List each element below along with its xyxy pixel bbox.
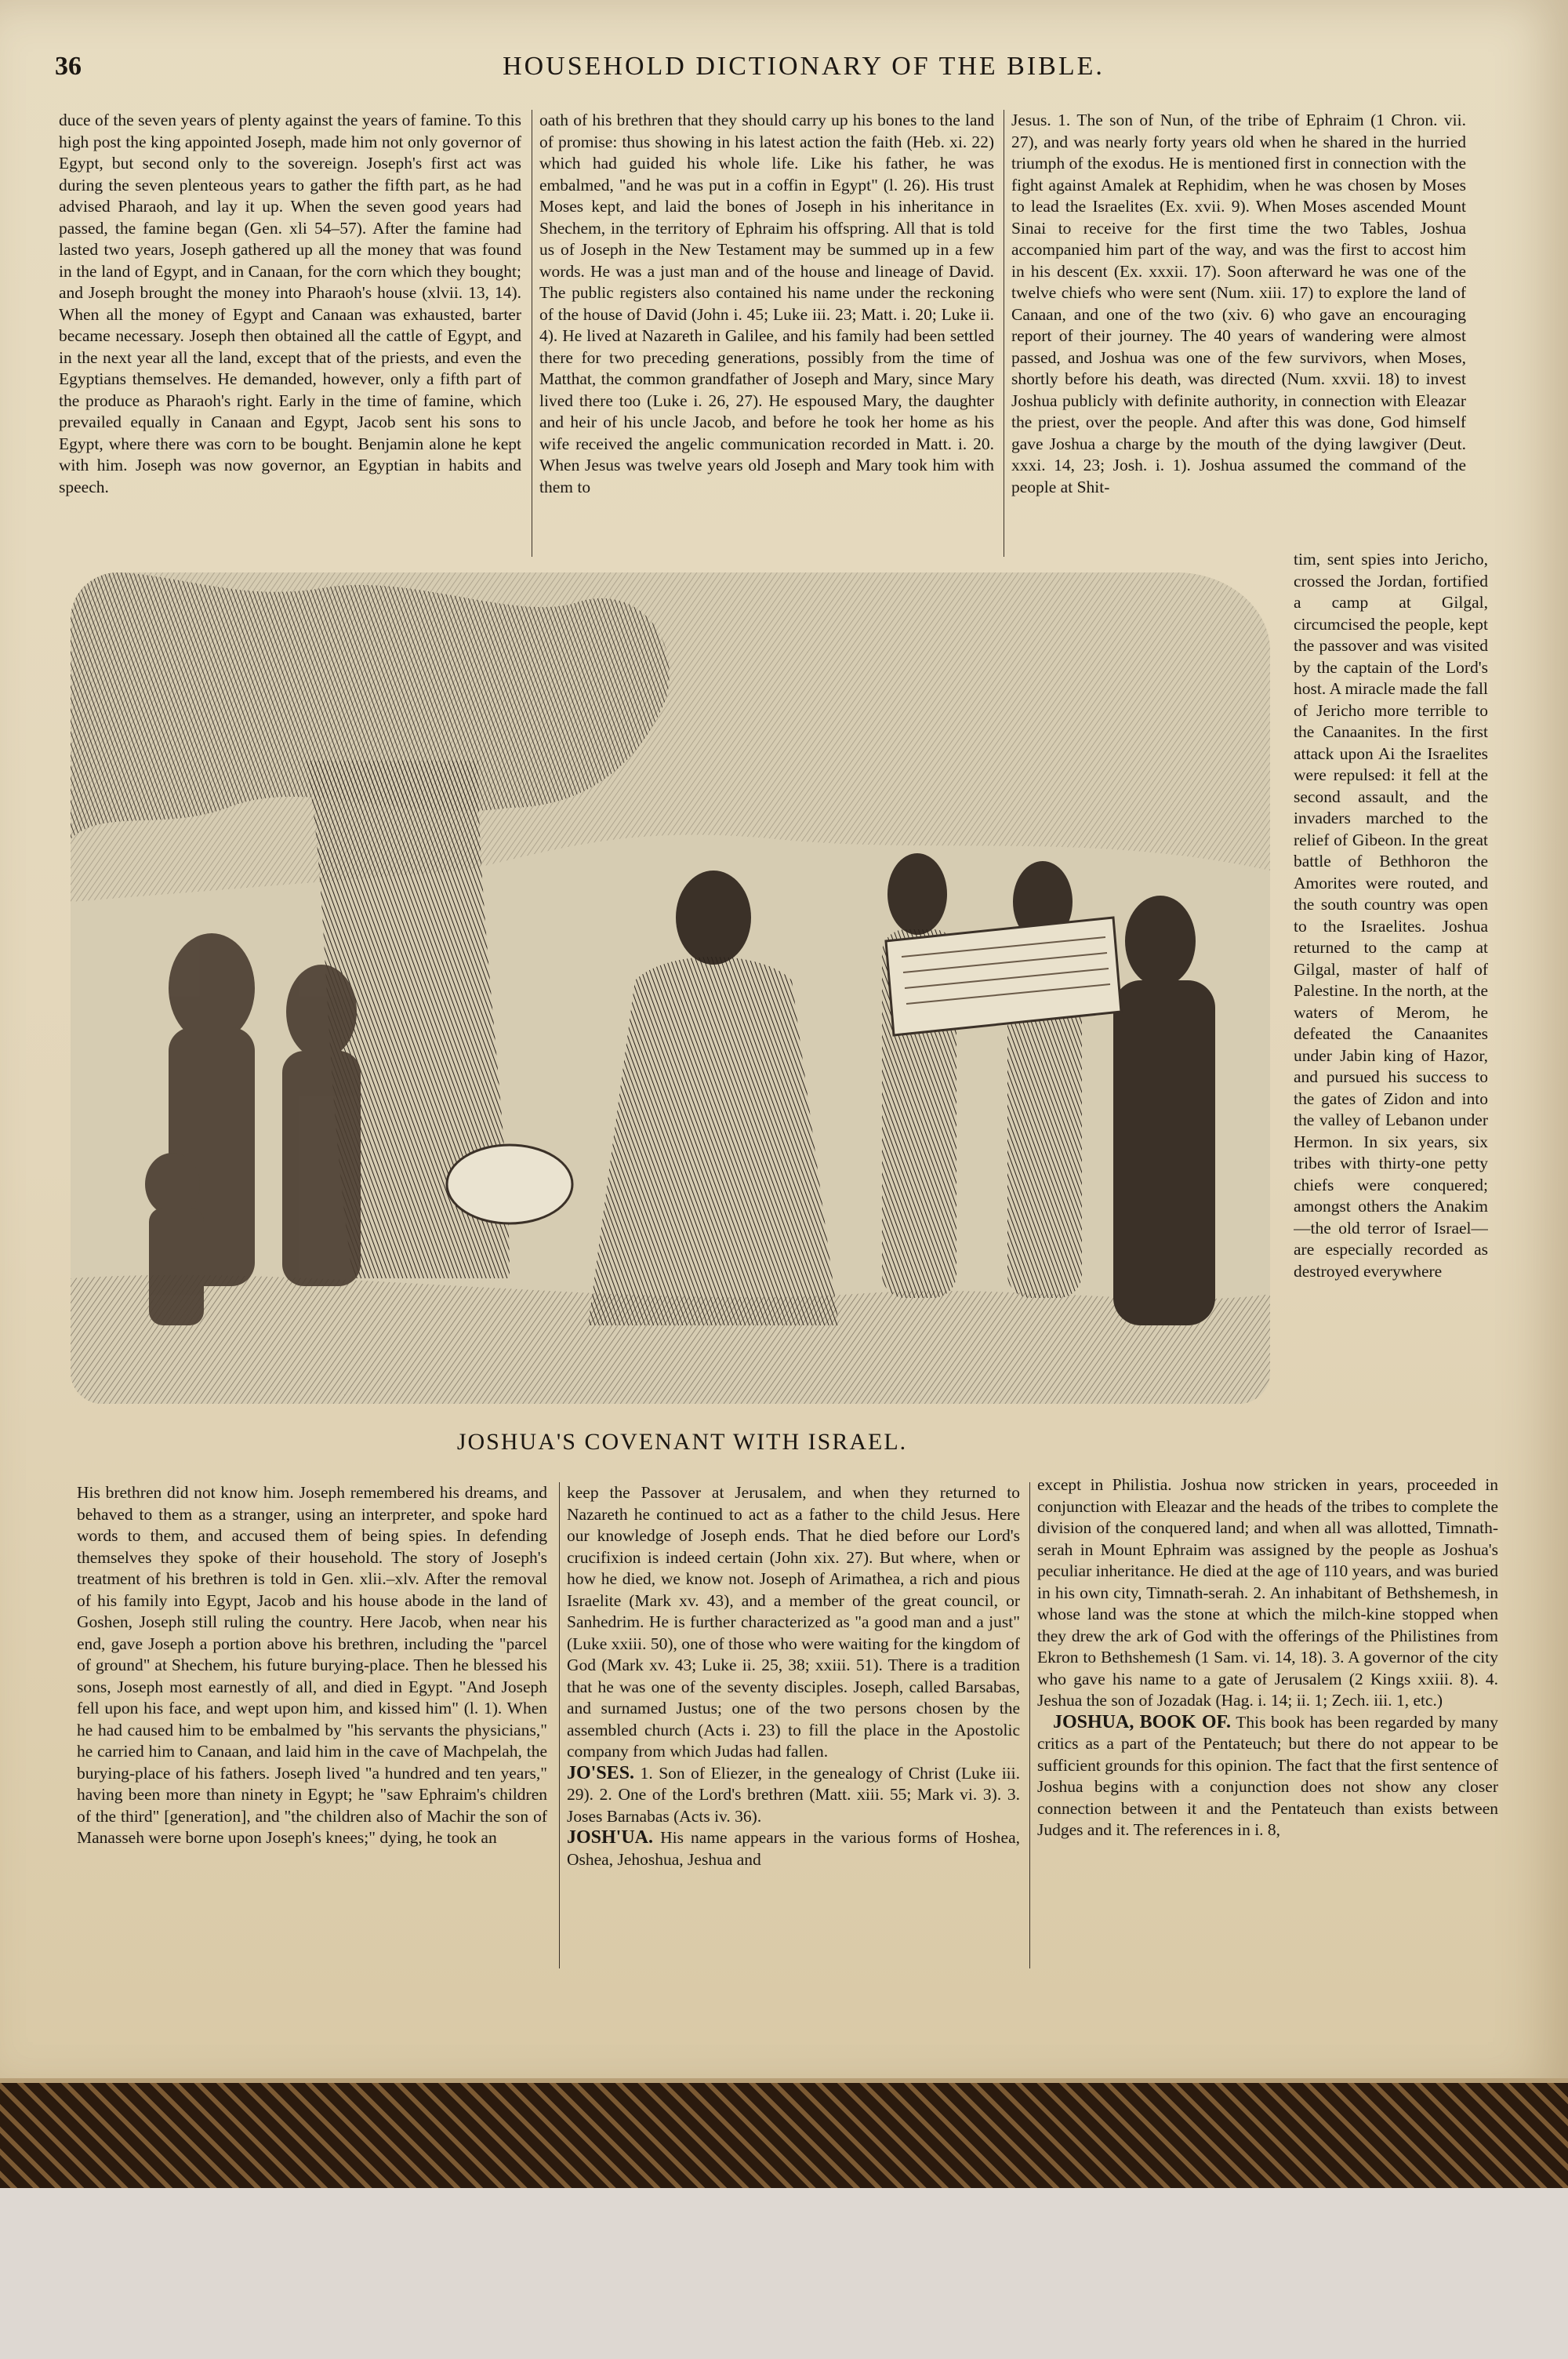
book-of-joshua-entry — [1037, 1712, 1498, 1841]
top-left-column — [59, 110, 521, 557]
engraving-image — [71, 572, 1270, 1404]
column-rule — [1029, 1482, 1030, 1968]
side-column — [1294, 549, 1488, 1467]
illustration-caption: JOSHUA'S COVENANT WITH ISRAEL. — [456, 1429, 908, 1455]
engraving-joshuas-covenant — [71, 572, 1270, 1404]
page-number: 36 — [55, 52, 82, 81]
joseph-arimathea-text: keep the Passover at Jerusalem, and when they returned to Nazareth he continued to act as a father to the child Jesus. Here our knowledge of Joseph ends. That he died before our Lord's crucifixion is indeed certain (John xix. 27). But where, when or how he died, we know not. Joseph of Arimathea, a rich and pious Israelite (Mark xv. 43), and a member of the great council, or Sanhedrim. He is further characterized as "a good man and a just" (Luke xxiii. 50), one of those who were waiting for the kingdom of God (Mark xv. 43; Luke ii. 25, 38; xxiii. 51). There is a tradition that he was one of the seventy disciples. Joseph, called Barsabas, and surnamed Justus; one of the two persons chosen by the assembled church (Acts i. 23) to fill the place in the Apostolic company from which Judas had fallen. — [567, 1483, 1020, 1761]
joseph-entry-continued: duce of the seven years of plenty against the years of famine. To this high post the king appointed Joseph, made him not only governor of Egypt, but second only to the sovereign. Joseph's first act was during the seven plenteous years to gather the fifth part, as he had advised Pharaoh, and lay it up. When the seven good years had passed, the famine began (Gen. xli 54–57). After the famine had lasted two years, Joseph gathered up all the money that was found in the land of Egypt, and in Canaan, for the corn which they bought; and Joseph brought the money into Pharaoh's house (xlvii. 13, 14). When all the money of Egypt and Canaan was exhausted, barter became necessary. Joseph then obtained all the cattle of Egypt, and in the next year all the land, except that of the priests, and even the Egyptians themselves. He demanded, however, only a fifth part of the produce as Pharaoh's right. Early in the time of famine, which prevailed equally in Canaan and Egypt, Jacob sent his sons to Egypt, where there was corn to be bought. Benjamin alone he kept with him. Joseph was now governor, an Egyptian in habits and speech. — [59, 111, 521, 496]
book-binding-edge — [0, 2078, 1568, 2193]
joseph-brethren-text: His brethren did not know him. Joseph remembered his dreams, and behaved to them as a stranger, using an interpreter, and spoke hard words to them, and accused them of being spies. In defending themselves they spoke of their household. The story of Joseph's treatment of his brethren is told in Gen. xlii.–xlv. After the removal of his family into Egypt, Jacob and his house abode in the land of Goshen, Joseph still ruling the country. Here Jacob, when near his end, gave Joseph a portion above his brethren, including the "parcel of ground" at Shechem, his future burying-place. Then he blessed his sons, Joseph most earnestly of all, and died in Egypt. "And Joseph fell upon his face, and wept upon him, and kissed him" (l. 1). When he had caused him to be embalmed by "his servants the physicians," he carried him to Canaan, and laid him in the cave of Machpelah, the burying-place of his fathers. Joseph lived "a hundred and ten years," having been more than ninety in Egypt; he "saw Ephraim's children of the third" [generation], and "the children also of Machir the son of Manasseh were borne upon Joseph's knees;" dying, he took an — [77, 1483, 547, 1847]
joshua-entry — [567, 1827, 1020, 1870]
bottom-middle-column — [567, 1482, 1020, 1976]
bottom-left-column — [77, 1482, 547, 1976]
bottom-right-column — [1037, 1474, 1498, 1976]
joses-entry — [567, 1763, 1020, 1828]
column-rule — [559, 1482, 560, 1968]
joshua-entry-part-3: except in Philistia. Joshua now stricken in years, proceeded in conjunction with Eleazar and the heads of the tribes to complete the division of the conquered land; and when all was allotted, Timnath-serah in Mount Ephraim was assigned by the people as Joshua's peculiar inheritance. He died at the age of 110 years, and was buried in his own city, Timnath-serah. 2. An inhabitant of Bethshemesh, in whose land was the stone at which the milch-kine stopped when they drew the ark of God with the offerings of the Philistines from Ekron to Bethshemesh (1 Sam. vi. 14, 18). 3. A governor of the city who gave his name to a gate of Jerusalem (2 Kings xxiii. 8). 4. Jeshua the son of Jozadak (Hag. i. 14; ii. 1; Zech. iii. 1, etc.) — [1037, 1475, 1498, 1710]
joshua-entry-part-2: tim, sent spies into Jericho, crossed the Jordan, fortified a camp at Gilgal, circumcised the people, kept the passover and was visited by the captain of the Lord's host. A miracle made the fall of Jericho more terrible to the Canaanites. In the first attack upon Ai the Israelites were repulsed: it fell at the second assault, and the invaders marched to the relief of Gibeon. In the great battle of Bethhoron the Amorites were routed, and the south country was open to the Israelites. Joshua returned to the camp at Gilgal, master of half of Palestine. In the north, at the waters of Merom, he defeated the Canaanites under Jabin king of Hazor, and pursued his success to the gates of Zidon and into the valley of Lebanon under Hermon. In six years, six tribes with thirty-one petty chiefs were conquered; amongst others the Anakim—the old terror of Israel—are especially recorded as destroyed everywhere — [1294, 550, 1488, 1281]
joses-headword: JO'SES. — [567, 1762, 635, 1783]
joseph-husband-of-mary-entry: oath of his brethren that they should carry up his bones to the land of promise: thus showing in his latest action the faith (Heb. xi. 22) which had guided his whole life. Like his father, he was embalmed, "and he was put in a coffin in Egypt" (l. 26). His trust Moses kept, and laid the bones of Joseph in his inheritance in Shechem, in the territory of Ephraim his offspring. All that is told us of Joseph in the New Testament may be summed up in a few words. He was a just man and of the house and lineage of David. The public registers also contained his name under the reckoning of the house of David (John i. 45; Luke iii. 23; Matt. i. 20; Luke ii. 4). He lived at Nazareth in Galilee, and his family had been settled there for two preceding generations, possibly from the time of Matthat, the common grandfather of Joseph and Mary, since Mary lived there too (Luke i. 26, 27). He espoused Mary, the daughter and heir of his uncle Jacob, and before he took her home as his wife received the angelic communication recorded in Matt. i. 20. When Jesus was twelve years old Joseph and Mary took him with them to — [539, 111, 994, 496]
book-of-joshua-text: This book has been regarded by many critics as a part of the Pentateuch; but there do not appear to be sufficient grounds for this opinion. The fact that the first sentence of Joshua begins with a conjunction does not show any closer connection between it and the Pentateuch than exists between Judges and it. The references in i. 8, — [1037, 1712, 1498, 1839]
running-head: HOUSEHOLD DICTIONARY OF THE BIBLE. — [503, 52, 1105, 81]
top-right-column — [1011, 110, 1466, 557]
joshua-headword: JOSH'UA. — [567, 1827, 654, 1848]
top-middle-column — [539, 110, 994, 557]
book-of-joshua-headword: JOSHUA, BOOK OF. — [1053, 1711, 1232, 1732]
page-header — [55, 52, 1552, 83]
joshua-entry-part-1: Jesus. 1. The son of Nun, of the tribe of Ephraim (1 Chron. vii. 27), and was nearly forty years old when he shared in the hurried triumph of the exodus. He is mentioned first in connection with the fight against Amalek at Rephidim, when he was chosen by Moses to lead the Israelites (Ex. xvii. 9). When Moses ascended Mount Sinai to receive for the first time the two Tables, Joshua accompanied him part of the way, and was the first to accost him in his descent (Ex. xxxii. 17). Soon afterward he was one of the twelve chiefs who were sent (Num. xiii. 17) to explore the land of Canaan, and one of the two (xiv. 6) who gave an encouraging report of their journey. The 40 years of wandering were almost passed, and Joshua was one of the few survivors, when Moses, shortly before his death, was directed (Num. xxvii. 18) to invest Joshua publicly with definite authority, in connection with Eleazar the priest, over the people. And after this was done, God himself gave Joshua a charge by the mouth of the dying lawgiver (Deut. xxxi. 14, 23; Josh. i. 1). Joshua assumed the command of the people at Shit- — [1011, 111, 1466, 496]
joshua-text: His name appears in the various forms of Hoshea, Oshea, Jehoshua, Jeshua and — [567, 1828, 1020, 1869]
joses-text: 1. Son of Eliezer, in the genealogy of Christ (Luke iii. 29). 2. One of the Lord's brethren (Matt. xiii. 55; Mark vi. 3). 3. Joses Barnabas (Acts iv. 36). — [567, 1763, 1020, 1826]
background-surface — [0, 2188, 1568, 2359]
